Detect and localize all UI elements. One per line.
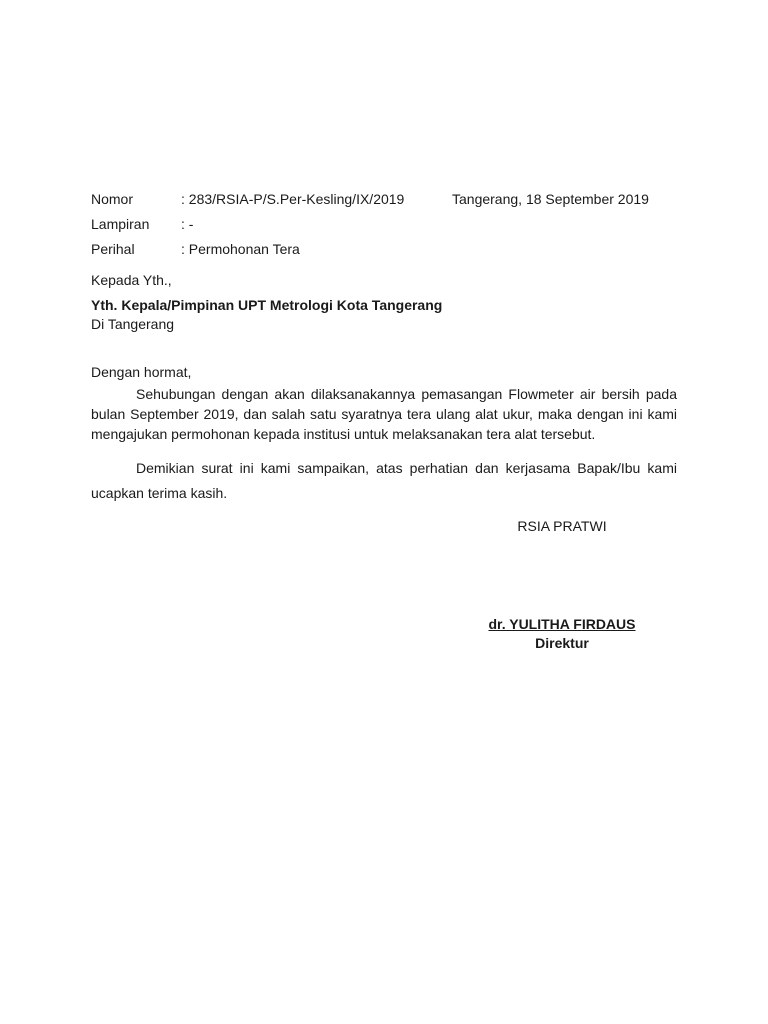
- lampiran-label: Lampiran: [91, 216, 150, 232]
- signature-title: Direktur: [535, 635, 589, 651]
- nomor-value: : 283/RSIA-P/S.Per-Kesling/IX/2019: [181, 191, 405, 207]
- recipient-salutation: Kepada Yth.,: [91, 272, 172, 288]
- greeting: Dengan hormat,: [91, 364, 192, 380]
- recipient-name: Yth. Kepala/Pimpinan UPT Metrologi Kota Tangerang: [91, 297, 443, 313]
- signature-name: dr. YULITHA FIRDAUS: [488, 616, 636, 632]
- body-paragraph-2: Demikian surat ini kami sampaikan, atas perhatian dan kerjasama Bapak/Ibu kami ucapkan terima kasih.: [91, 460, 677, 501]
- nomor-label: Nomor: [91, 191, 134, 207]
- recipient-location: Di Tangerang: [91, 316, 175, 332]
- perihal-value: : Permohonan Tera: [181, 241, 300, 257]
- lampiran-value: : -: [181, 216, 194, 232]
- perihal-label: Perihal: [91, 241, 135, 257]
- place-date: Tangerang, 18 September 2019: [452, 191, 649, 207]
- body-paragraph-1: Sehubungan dengan akan dilaksanakannya pemasangan Flowmeter air bersih pada bulan September 2019, dan salah satu syaratnya tera ulang alat ukur, maka dengan ini kami mengajukan permohonan kepada institusi untuk melaksanakan tera alat tersebut.: [91, 386, 677, 442]
- signature-organization: RSIA PRATWI: [517, 518, 607, 534]
